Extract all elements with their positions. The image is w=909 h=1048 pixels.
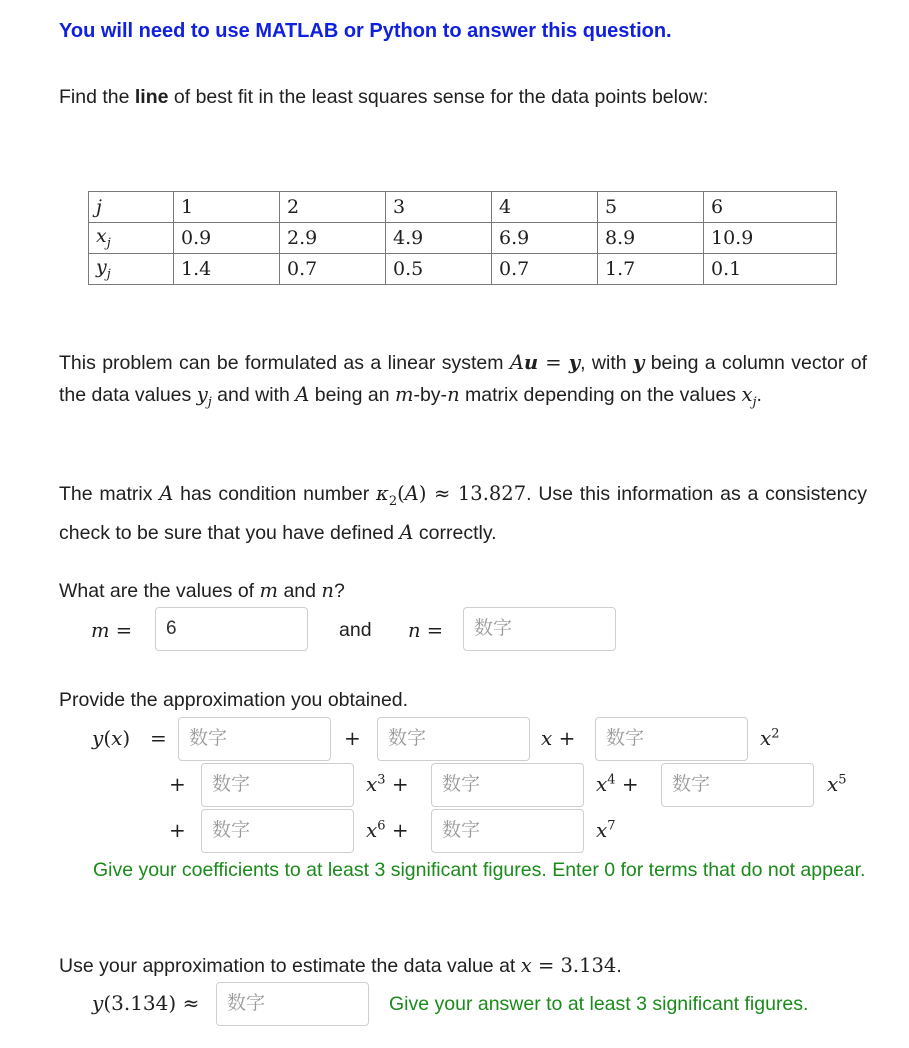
table-row-y bbox=[89, 254, 837, 285]
y-of-x-label: y(x) bbox=[92, 726, 131, 750]
table-header-x: $x_j$ bbox=[89, 223, 174, 254]
table-cell: 3 bbox=[386, 192, 492, 223]
mn-question: What are the values of m and n? bbox=[59, 579, 345, 602]
x5-term: $x^5$ bbox=[827, 772, 847, 796]
coef-0-input[interactable] bbox=[178, 717, 331, 761]
table-cell: 2.9 bbox=[280, 223, 386, 254]
n-label: n = bbox=[408, 619, 444, 642]
prompt-text-end: of best fit in the least squares sense for the data points below: bbox=[168, 86, 709, 108]
x2-term: $x^2$ bbox=[760, 726, 780, 750]
table-cell: 4 bbox=[492, 192, 598, 223]
x7-term: $x^7$ bbox=[596, 818, 616, 842]
x6-term: $x^6$ + bbox=[366, 818, 409, 842]
approximation-label: Provide the approximation you obtained. bbox=[59, 689, 409, 711]
problem-prompt bbox=[59, 86, 708, 109]
table-cell: 0.9 bbox=[174, 223, 280, 254]
table-cell: 4.9 bbox=[386, 223, 492, 254]
y-estimate-label: y(3.134) ≈ bbox=[92, 991, 200, 1015]
coef-5-input[interactable] bbox=[661, 763, 814, 807]
table-cell: 1.7 bbox=[598, 254, 704, 285]
condition-paragraph: The matrix A has condition number $\kappa_2(A) \approx 13.827$. Use this information as a consistency check to be sure that you have defined A correctly. bbox=[59, 482, 867, 544]
estimate-label: Use your approximation to estimate the data value at x = 3.134. bbox=[59, 954, 622, 977]
plus-sign: + bbox=[169, 772, 186, 796]
table-cell: 10.9 bbox=[704, 223, 837, 254]
coef-2-input[interactable] bbox=[595, 717, 748, 761]
x-term: x + bbox=[541, 726, 576, 750]
table-cell: 6 bbox=[704, 192, 837, 223]
prompt-bold-word: line bbox=[134, 86, 169, 108]
table-cell: 1.4 bbox=[174, 254, 280, 285]
table-cell: 2 bbox=[280, 192, 386, 223]
formulation-paragraph: This problem can be formulated as a linear system Au = y, with y being a column vector of the data values $y_j$ and with A being an m-by-n matrix depending on the values $x_j$. bbox=[59, 351, 867, 410]
coef-3-input[interactable] bbox=[201, 763, 354, 807]
data-table bbox=[88, 191, 837, 285]
table-cell: 1 bbox=[174, 192, 280, 223]
plus-sign: + bbox=[169, 818, 186, 842]
coefficient-hint: Give your coefficients to at least 3 significant figures. Enter 0 for terms that do not appear. bbox=[93, 859, 866, 881]
m-input[interactable] bbox=[155, 607, 308, 651]
table-cell: 0.7 bbox=[492, 254, 598, 285]
table-header-y: $y_j$ bbox=[89, 254, 174, 285]
instruction-banner: You will need to use MATLAB or Python to answer this question. bbox=[59, 20, 672, 42]
table-cell: 0.7 bbox=[280, 254, 386, 285]
table-cell: 0.1 bbox=[704, 254, 837, 285]
n-input[interactable] bbox=[463, 607, 616, 651]
table-cell: 0.5 bbox=[386, 254, 492, 285]
table-cell: 6.9 bbox=[492, 223, 598, 254]
and-label: and bbox=[339, 619, 372, 641]
table-cell: 5 bbox=[598, 192, 704, 223]
x3-term: $x^3$ + bbox=[366, 772, 409, 796]
table-row-x bbox=[89, 223, 837, 254]
plus-sign: + bbox=[344, 726, 361, 750]
coef-4-input[interactable] bbox=[431, 763, 584, 807]
coef-7-input[interactable] bbox=[431, 809, 584, 853]
table-cell: 8.9 bbox=[598, 223, 704, 254]
prompt-text: Find the bbox=[59, 86, 135, 108]
estimate-input[interactable] bbox=[216, 982, 369, 1026]
x4-term: $x^4$ + bbox=[596, 772, 639, 796]
coef-6-input[interactable] bbox=[201, 809, 354, 853]
coef-1-input[interactable] bbox=[377, 717, 530, 761]
m-label: m = bbox=[91, 619, 133, 642]
table-header-j: j bbox=[89, 192, 174, 223]
estimate-hint: Give your answer to at least 3 significant figures. bbox=[389, 993, 809, 1015]
equals-sign: = bbox=[150, 726, 167, 750]
table-row-j bbox=[89, 192, 837, 223]
